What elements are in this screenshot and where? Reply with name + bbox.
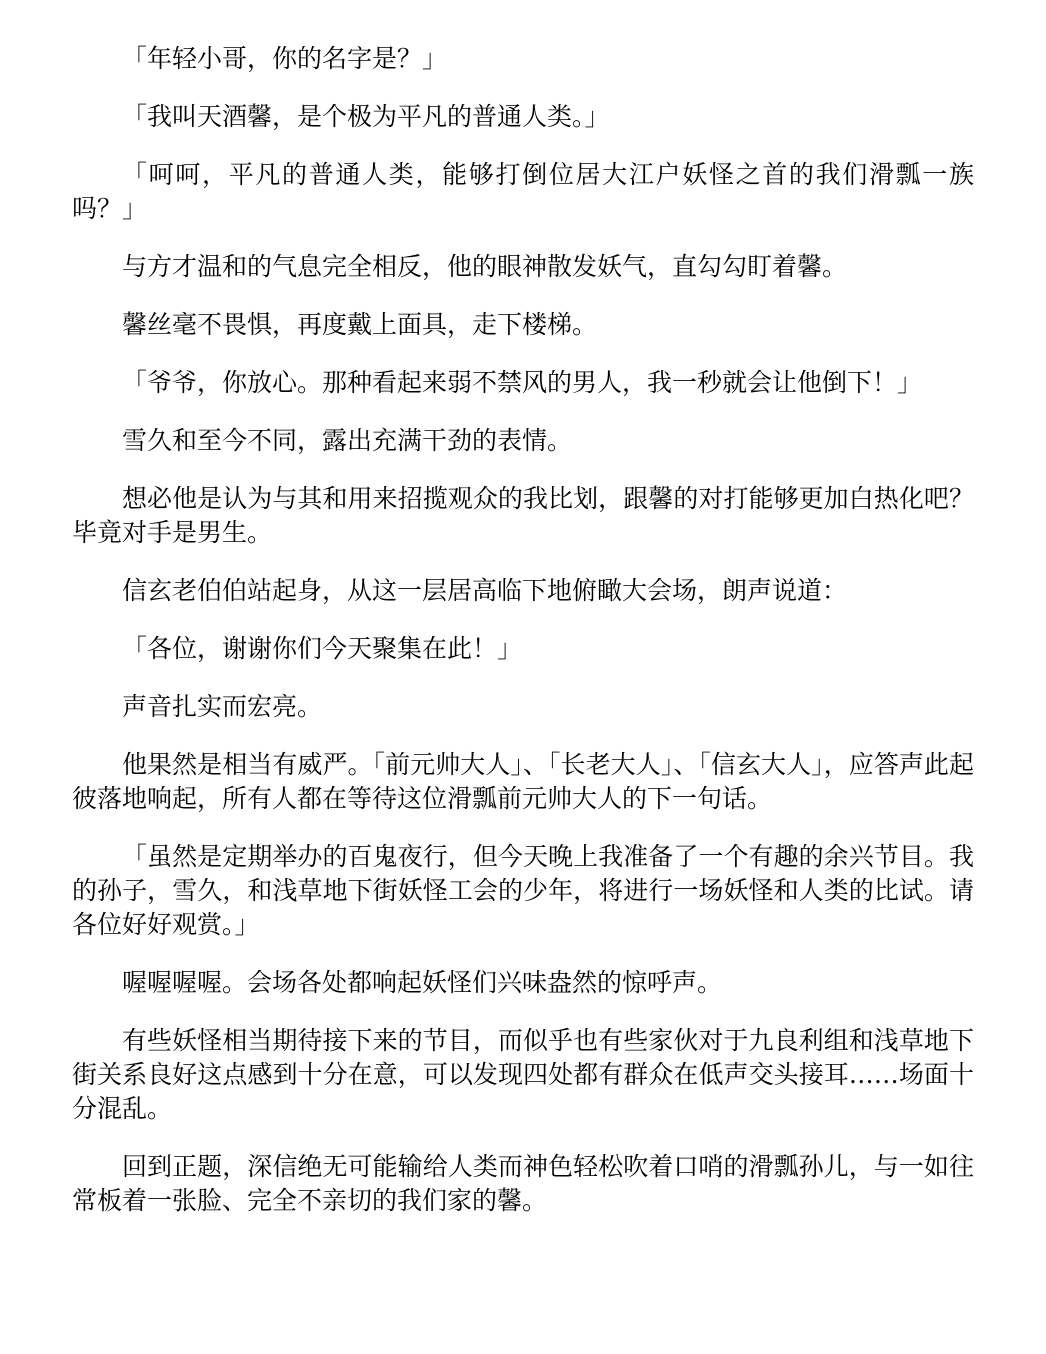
paragraph: 「我叫天酒馨，是个极为平凡的普通人类。」 <box>122 102 610 131</box>
paragraph: 喔喔喔喔。会场各处都响起妖怪们兴味盎然的惊呼声。 <box>122 968 723 997</box>
paragraph: 「各位，谢谢你们今天聚集在此！」 <box>122 634 523 663</box>
paragraph: 「年轻小哥，你的名字是？」 <box>122 44 448 73</box>
paragraph: 他果然是相当有威严。「前元帅大人」、「长老大人」、「信玄大人」，应答声此起彼落地响起，所有人都在等待这位滑瓢前元帅大人的下一句话。 <box>72 750 974 813</box>
paragraph: 与方才温和的气息完全相反，他的眼神散发妖气，直勾勾盯着馨。 <box>122 252 848 281</box>
paragraph: 声音扎实而宏亮。 <box>122 692 323 721</box>
paragraph: 「呵呵，平凡的普通人类，能够打倒位居大江户妖怪之首的我们滑瓢一族吗？」 <box>72 160 974 223</box>
paragraph: 「虽然是定期举办的百鬼夜行，但今天晚上我准备了一个有趣的余兴节目。我的孙子，雪久，和浅草地下街妖怪工会的少年，将进行一场妖怪和人类的比试。请各位好好观赏。」 <box>72 842 974 939</box>
paragraph: 信玄老伯伯站起身，从这一层居高临下地俯瞰大会场，朗声说道： <box>122 576 848 605</box>
paragraph: 回到正题，深信绝无可能输给人类而神色轻松吹着口哨的滑瓢孙儿，与一如往常板着一张脸、完全不亲切的我们家的馨。 <box>72 1152 974 1215</box>
paragraph: 雪久和至今不同，露出充满干劲的表情。 <box>122 426 573 455</box>
paragraph: 想必他是认为与其和用来招揽观众的我比划，跟馨的对打能够更加白热化吧？毕竟对手是男生。 <box>72 484 974 547</box>
paragraph: 有些妖怪相当期待接下来的节目，而似乎也有些家伙对于九良利组和浅草地下街关系良好这点感到十分在意，可以发现四处都有群众在低声交头接耳……场面十分混乱。 <box>72 1026 974 1123</box>
paragraph: 「爷爷，你放心。那种看起来弱不禁风的男人，我一秒就会让他倒下！」 <box>122 368 923 397</box>
paragraph: 馨丝毫不畏惧，再度戴上面具，走下楼梯。 <box>122 310 598 339</box>
